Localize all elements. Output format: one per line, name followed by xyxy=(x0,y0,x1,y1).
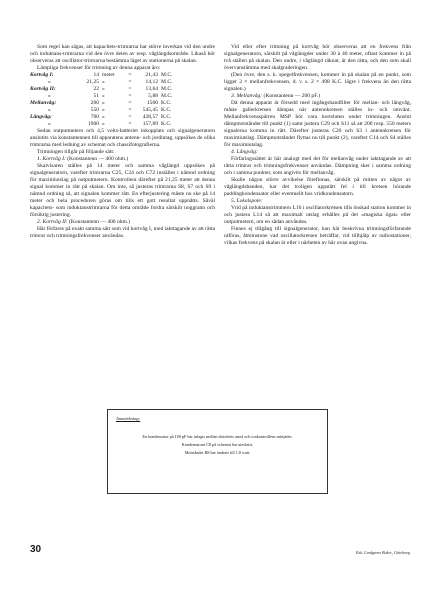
printer-credit: Esk. Lindgrens Boktr., Göteborg xyxy=(356,550,410,555)
frequency-row xyxy=(30,93,215,100)
wavelength-unit: » xyxy=(102,114,105,120)
wavelength-unit: » xyxy=(102,93,105,99)
frequency-unit: K.C. xyxy=(161,107,172,113)
frequency-unit: K.C. xyxy=(161,114,172,120)
frequency-row xyxy=(30,72,215,79)
frequency-value: 157,89 xyxy=(142,121,158,127)
equals-sign: = xyxy=(128,121,132,127)
wavelength-value: 14 xyxy=(93,72,99,78)
frequency-table xyxy=(30,72,215,128)
shortwave-note: Vid eller efter trimning på kortvåg bör observeras att en frekvens från signalgeneratorn, särskilt på våglängder under 30 à 40 meter, oftast kommer in på två ställen på skalan. Den undre, i våglängd räknat, är den rätta, och den som skall övervanstämma med skalgraderingen. xyxy=(224,44,411,71)
frequency-value: 545,45 xyxy=(142,107,158,113)
section-3-body: Då denna apparat är försedd med ingångshandfilter för mellan- och långvåg, måste gallerkretsen dämpas när antennkretsen ställes in- och omvänt. Mellanfrekvensspärren MSP bör vara kortsluten under trimningen. Anslut dämpmotståndet till punkt (1) samt justera C29 och S11 så att 200 resp. 550 meters signalerna komma in rätt. Därefter justeras C20 och S3 i antennkretsen för maximiutslag. Dämpmotståndet flyttas nu till punkt (2), varefter C14 och S4 ställes för maximiutslag. xyxy=(224,100,411,148)
frequency-unit: K.C. xyxy=(161,121,172,127)
frequency-row xyxy=(30,114,215,121)
note-line: Kondensatorn C8 på schemat har utesluits. xyxy=(181,442,254,448)
band-label: Kortvåg I: xyxy=(30,72,54,78)
setup-paragraph: Sedan outputmetern och 4,5 volts-batteriet inkopplats och signalgeneratorn anslutits via konstantennen till apparatens antenn- och jordintag, uppsökes de olika trimrarna med ledning av schemat och chassifotografierna. xyxy=(30,128,215,148)
wavelength-unit: » xyxy=(102,107,105,113)
frequency-unit: K.C. xyxy=(161,100,172,106)
frequency-row xyxy=(30,121,215,128)
equals-sign: = xyxy=(128,72,132,78)
frequency-row xyxy=(30,100,215,107)
wavelength-value: 21,25 xyxy=(86,79,99,85)
frequency-value: 1500 xyxy=(146,100,158,106)
left-column xyxy=(30,44,215,240)
section-4-body: Förfaringssättet är här analogt med det för mellanvåg under iakttagande av att rätta trimrar och trimningsfrekvenser användas. Dämpning sker i samma ordning och i samma punkter, som angivits för mellanvåg. xyxy=(224,156,411,176)
frequency-value: 428,57 xyxy=(142,114,158,120)
section-4-body-2: Skulle någon större avvikelse förefinnas, särskilt på mitten av något av våglängdsbanden, har det troligen uppstått fel i till kretsen hörande paddingkondensator eller eventuellt hos vridkondensatorn. xyxy=(224,177,411,197)
frequency-unit: M.C. xyxy=(161,93,173,99)
frequency-value: 5,88 xyxy=(148,93,158,99)
wavelength-unit: » xyxy=(102,79,105,85)
band-label: » xyxy=(48,107,51,113)
section-note: (Konstantenn — 400 ohm.) xyxy=(67,219,131,225)
frequency-unit: M.C. xyxy=(161,72,173,78)
band-label: » xyxy=(48,121,51,127)
frequency-value: 13,64 xyxy=(145,86,158,92)
wavelength-unit: » xyxy=(102,121,105,127)
band-label: Kortvåg II: xyxy=(30,86,56,92)
wavelength-unit: » xyxy=(102,86,105,92)
right-column xyxy=(224,44,411,247)
section-note: (Konstantenn — 400 ohm.) xyxy=(65,156,129,162)
wavelength-value: 200 xyxy=(90,100,99,106)
section-note: (Konstantenn — 200 pF.) xyxy=(262,93,321,99)
equals-sign: = xyxy=(128,100,132,106)
wavelength-value: 22 xyxy=(93,86,99,92)
note-title: Anmärkning: xyxy=(116,416,141,421)
note-line: Motståndet R8 har ändrats till 1,8 watt. xyxy=(184,450,251,456)
equals-sign: = xyxy=(128,86,132,92)
section-title: 2. Kortvåg II: xyxy=(37,219,68,225)
frequency-unit: M.C. xyxy=(161,86,173,92)
section-1-heading xyxy=(30,156,215,163)
frequency-row xyxy=(30,107,215,114)
section-2-body: Här förfares på exakt samma sätt som vid kortvåg I, med iakttagande av att rätta trimrar och trimningsfrekvenser användas. xyxy=(30,226,215,239)
band-label: Mellanvåg: xyxy=(30,100,57,106)
frequency-unit: M.C. xyxy=(161,79,173,85)
section-title: 1. Kortvåg I: xyxy=(37,156,66,162)
frequency-value: 21,43 xyxy=(145,72,158,78)
note-box xyxy=(107,409,328,494)
image-frequency-note: (Den övre, den s. k. spegelfrekvensen, kommer in på skalan på en punkt, som ligger 2 × mellanfrekvensen, d. v. s. 2 × 498 K.C. lägre i frekvens än den rätta signalen.) xyxy=(224,72,411,92)
wavelength-value: 700 xyxy=(90,114,99,120)
note-body xyxy=(118,434,317,457)
section-5-heading: 5. Lokalspole: xyxy=(231,198,263,204)
section-1-body: Skalvisaren ställes på 14 meter och samma våglängd uppsökes på signalgeneratorn, varefter trimrarna C25, C24 och C72 inställes i nämnd ordning för maximiutslag på outputmetern. Kontrollera därefter på 21,25 meter att denna signal kommer in rätt på skalan. Om inte, så justeras trimrarna S8, S7 och S9 i nämnd ordning så, att signalen kommer rätt. En efterjustering måste nu ske på 14 meter och hela proceduren göras om tills ett gott resultat uppnåtts. Såväl kapacitets- som induktanstrimrarna för detta område fordra särskilt noggrann och försiktig justering. xyxy=(30,163,215,218)
frequency-row xyxy=(30,86,215,93)
section-5-body: Vrid på induktanstrimmern L16 i oscillatorkretsen tills önskad station kommer in och justera L14 så att maximalt utslag erhålles på det »magiska ögat» eller outputmetern, om en sådan användes. xyxy=(224,205,411,225)
band-label: » xyxy=(48,93,51,99)
wavelength-value: 550 xyxy=(90,107,99,113)
page-number: 30 xyxy=(30,544,42,555)
section-4-heading: 4. Långvåg: xyxy=(231,149,258,155)
wavelength-value: 1900 xyxy=(87,121,99,127)
equals-sign: = xyxy=(128,114,132,120)
closing-paragraph: Finnes ej tillgång till signalgenerator, kan här beskrivna trimningsförfarande utföras, åtminstone vad oscillatorkretsen beträffar, vid tillhjälp av radiostationer, vilkas frekvens på skalan är eller i närheten av här ovan angivna. xyxy=(224,226,411,246)
frequency-value: 14,12 xyxy=(145,79,158,85)
section-2-heading xyxy=(30,219,215,226)
note-line: En kondensator på 100 pF har inlagts mellan slutrörets anod och tonkontrollens mittjäder. xyxy=(142,434,293,439)
band-label: » xyxy=(48,79,51,85)
section-3-heading xyxy=(224,93,411,100)
frequency-row xyxy=(30,79,215,86)
order-lead: Trimningen tillgår på följande sätt: xyxy=(37,149,115,155)
frequency-lead: Lämpliga frekvenser för trimning av denna apparat äro: xyxy=(37,65,161,71)
section-title: 3. Mellanvåg: xyxy=(231,93,263,99)
intro-paragraph: Som regel kan sägas, att kapacitets-trimrarna har större inverkan vid den undre och induktans-trimrarna vid den övre delen av resp. våglängdsområde. Likaså bör observeras att oscillator-trimrarna bestämma läget av stationerna på skalan. xyxy=(30,44,215,64)
band-label: Långvåg: xyxy=(30,114,52,120)
wavelength-unit: meter xyxy=(102,72,115,78)
equals-sign: = xyxy=(128,79,132,85)
wavelength-value: 51 xyxy=(93,93,99,99)
wavelength-unit: » xyxy=(102,100,105,106)
equals-sign: = xyxy=(128,107,132,113)
equals-sign: = xyxy=(128,93,132,99)
